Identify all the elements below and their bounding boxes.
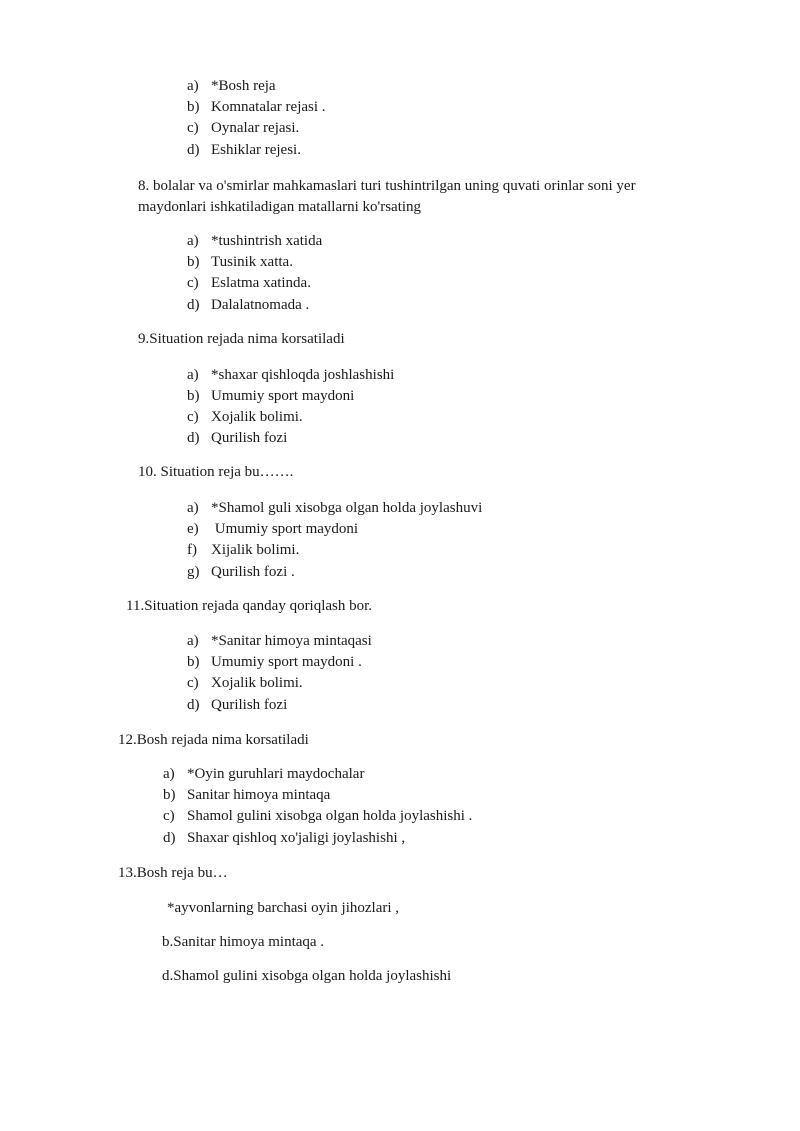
list-item bbox=[187, 387, 354, 405]
option-letter: c) bbox=[187, 120, 199, 136]
option-letter: b) bbox=[187, 254, 200, 270]
list-item bbox=[163, 829, 405, 847]
option-letter: b) bbox=[187, 654, 200, 670]
list-item bbox=[187, 499, 482, 517]
option-letter: b) bbox=[163, 787, 176, 803]
option-text: Eshiklar rejesi. bbox=[211, 142, 301, 158]
option-text: *Bosh reja bbox=[211, 78, 276, 94]
list-item bbox=[187, 674, 303, 692]
option-letter: a) bbox=[187, 233, 199, 249]
option-letter: a) bbox=[187, 78, 199, 94]
list-item bbox=[187, 253, 293, 271]
option-text: Shaxar qishloq xo'jaligi joylashishi , bbox=[187, 830, 406, 846]
option-letter: f) bbox=[187, 542, 197, 558]
option-text: Umumiy sport maydoni bbox=[211, 521, 359, 537]
answer-line: *ayvonlarning barchasi oyin jihozlari , bbox=[167, 900, 400, 916]
option-letter: b) bbox=[187, 388, 200, 404]
option-letter: a) bbox=[187, 633, 199, 649]
option-text: *Shamol guli xisobga olgan holda joylashuvi bbox=[211, 500, 483, 516]
option-letter: e) bbox=[187, 521, 199, 537]
list-item bbox=[187, 141, 301, 159]
list-item bbox=[187, 296, 309, 314]
option-text: Dalalatnomada . bbox=[211, 297, 310, 313]
option-text: Oynalar rejasi. bbox=[211, 120, 300, 136]
option-text: Tusinik xatta. bbox=[211, 254, 293, 270]
option-text: Komnatalar rejasi . bbox=[211, 99, 326, 115]
list-item bbox=[187, 232, 322, 250]
list-item bbox=[187, 119, 299, 137]
list-item bbox=[163, 786, 330, 804]
option-text: Qurilish fozi bbox=[211, 697, 288, 713]
option-letter: d) bbox=[187, 142, 200, 158]
option-text: *tushintrish xatida bbox=[211, 233, 323, 249]
option-letter: d) bbox=[187, 297, 200, 313]
list-item bbox=[187, 408, 303, 426]
option-text: Umumiy sport maydoni bbox=[211, 388, 355, 404]
option-text: Xojalik bolimi. bbox=[211, 675, 303, 691]
answer-line: b.Sanitar himoya mintaqa . bbox=[162, 934, 325, 950]
option-text: *Oyin guruhlari maydochalar bbox=[187, 766, 365, 782]
question-8-line-1: 8. bolalar va o'smirlar mahkamaslari turi tushintrilgan uning quvati orinlar soni yer bbox=[138, 178, 636, 194]
option-letter: a) bbox=[187, 367, 199, 383]
question-11: 11.Situation rejada qanday qoriqlash bor. bbox=[126, 598, 373, 614]
option-text: Shamol gulini xisobga olgan holda joylashishi . bbox=[187, 808, 473, 824]
option-text: Eslatma xatinda. bbox=[211, 275, 311, 291]
question-12: 12.Bosh rejada nima korsatiladi bbox=[118, 732, 309, 748]
option-text: *shaxar qishloqda joshlashishi bbox=[211, 367, 395, 383]
list-item bbox=[187, 274, 311, 292]
option-letter: c) bbox=[187, 275, 199, 291]
option-letter: b) bbox=[187, 99, 200, 115]
question-9: 9.Situation rejada nima korsatiladi bbox=[138, 331, 345, 347]
option-letter: d) bbox=[163, 830, 176, 846]
answer-line: d.Shamol gulini xisobga olgan holda joylashishi bbox=[162, 968, 452, 984]
list-item bbox=[187, 77, 276, 95]
option-text: Qurilish fozi bbox=[211, 430, 288, 446]
option-letter: a) bbox=[187, 500, 199, 516]
question-8-line-2: maydonlari ishkatiladigan matallarni ko'rsating bbox=[138, 199, 422, 215]
list-item bbox=[187, 520, 358, 538]
list-item bbox=[187, 541, 299, 559]
option-text: Qurilish fozi . bbox=[211, 564, 295, 580]
option-letter: d) bbox=[187, 697, 200, 713]
list-item bbox=[163, 807, 472, 825]
question-13: 13.Bosh reja bu… bbox=[118, 865, 228, 881]
list-item bbox=[187, 563, 295, 581]
list-item bbox=[187, 632, 372, 650]
option-text: *Sanitar himoya mintaqasi bbox=[211, 633, 372, 649]
list-item bbox=[187, 98, 326, 116]
list-item bbox=[187, 653, 362, 671]
option-letter: c) bbox=[187, 409, 199, 425]
option-letter: c) bbox=[163, 808, 175, 824]
option-letter: d) bbox=[187, 430, 200, 446]
list-item bbox=[187, 429, 287, 447]
list-item bbox=[187, 366, 394, 384]
option-text: Umumiy sport maydoni . bbox=[211, 654, 362, 670]
option-text: Xijalik bolimi. bbox=[211, 542, 300, 558]
question-10: 10. Situation reja bu……. bbox=[138, 464, 294, 480]
list-item bbox=[163, 765, 364, 783]
option-text: Xojalik bolimi. bbox=[211, 409, 303, 425]
option-text: Sanitar himoya mintaqa bbox=[187, 787, 331, 803]
option-letter: c) bbox=[187, 675, 199, 691]
option-letter: a) bbox=[163, 766, 175, 782]
option-letter: g) bbox=[187, 564, 200, 580]
list-item bbox=[187, 696, 287, 714]
